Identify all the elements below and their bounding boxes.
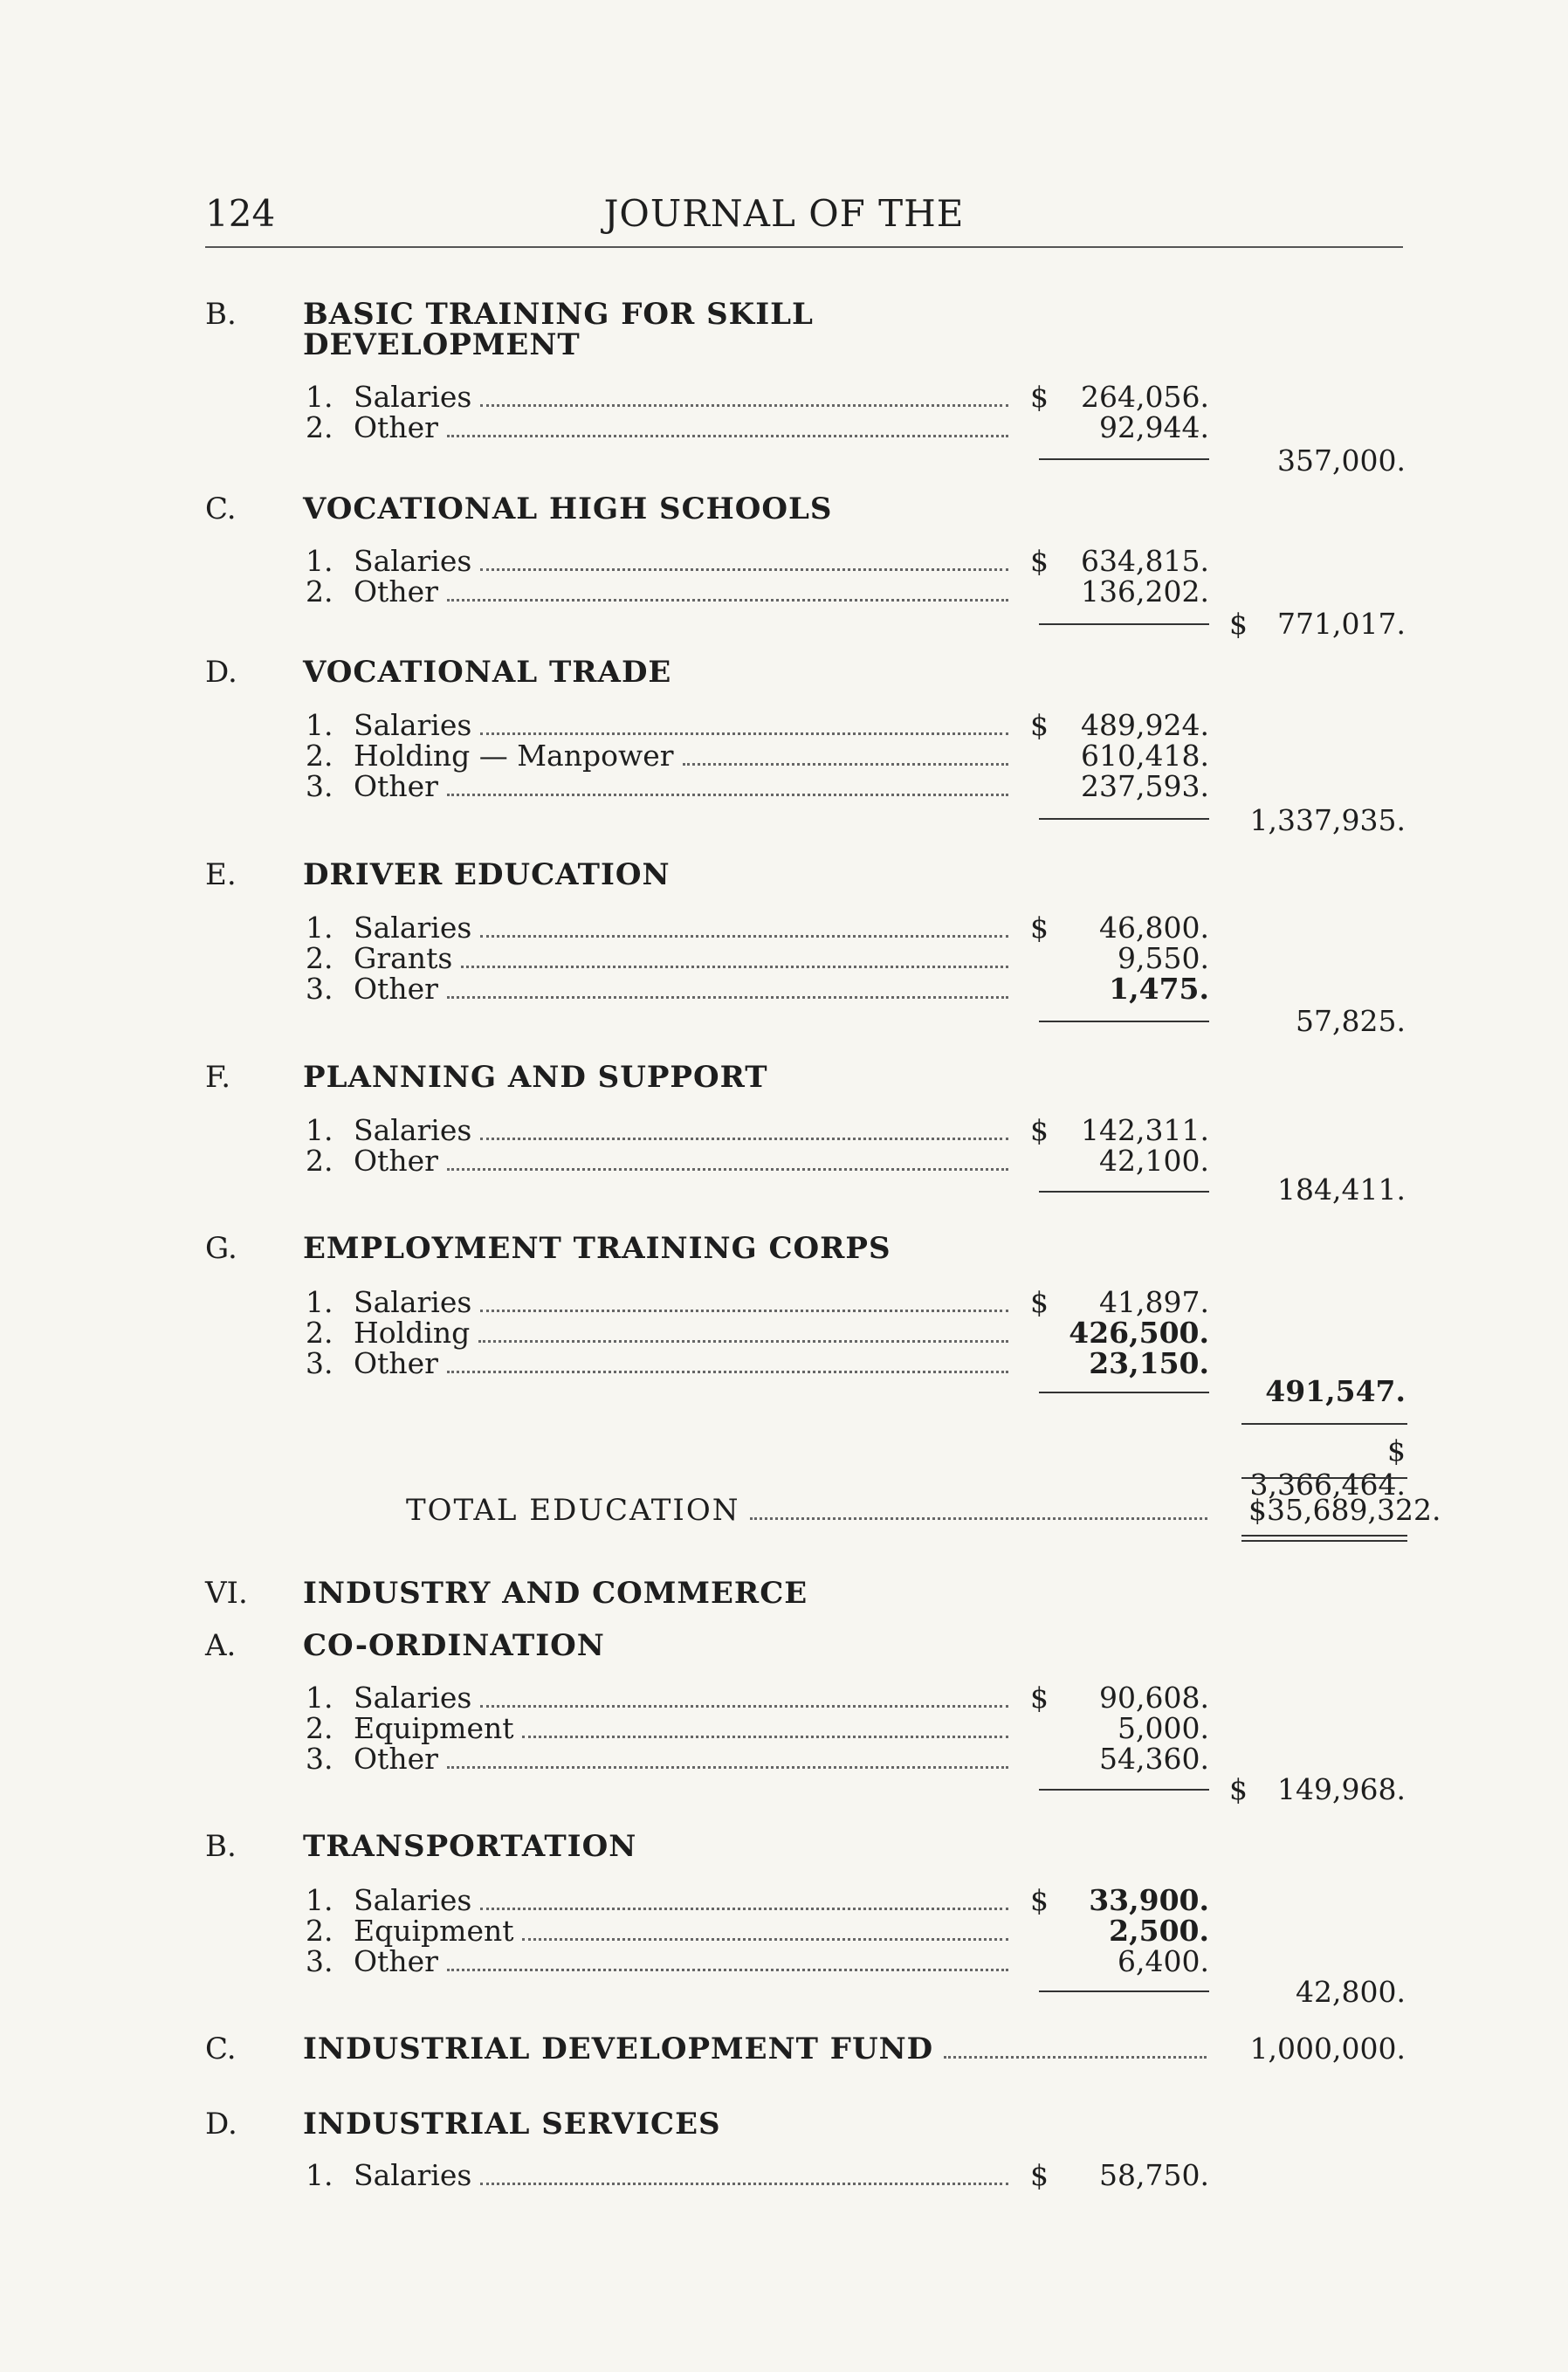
section-letter-b: B.: [205, 297, 237, 332]
line-item: 2. Other: [306, 410, 1008, 445]
item-amount: 2,500.: [1109, 1914, 1209, 1948]
line-item: 3. Other: [306, 1944, 1008, 1979]
section-total: 149,968.: [1277, 1772, 1406, 1806]
section-title-vi-a: CO-ORDINATION: [303, 1628, 605, 1663]
section-title-vi-b: TRANSPORTATION: [303, 1829, 637, 1864]
dollar-sign: $: [1030, 911, 1049, 945]
line-item: 1. Salaries: [306, 1285, 1008, 1320]
section-total: 771,017.: [1277, 607, 1406, 641]
dollar-sign: $: [1030, 1681, 1049, 1715]
line-item: 3. Other: [306, 1346, 1008, 1381]
subtotal-rule: [1039, 1021, 1209, 1022]
section-total: 1,337,935.: [1249, 803, 1406, 837]
line-item: 2. Equipment: [306, 1711, 1008, 1746]
item-amount: 136,202.: [1081, 574, 1209, 608]
item-amount: 634,815.: [1081, 544, 1209, 578]
item-amount: 9,550.: [1118, 941, 1209, 975]
item-amount: 489,924.: [1081, 708, 1209, 742]
line-item: 2. Equipment: [306, 1914, 1008, 1949]
line-item: 3. Other: [306, 1742, 1008, 1777]
item-amount: 142,311.: [1081, 1113, 1209, 1147]
line-item: 1. Salaries: [306, 544, 1008, 579]
line-item: 1. Salaries: [306, 911, 1008, 945]
item-amount: 6,400.: [1118, 1944, 1209, 1978]
subtotal-rule: [1039, 1191, 1209, 1193]
dollar-sign: $: [1030, 1113, 1049, 1147]
item-amount: 1,475.: [1109, 972, 1209, 1006]
item-amount: 264,056.: [1081, 380, 1209, 414]
subtotal-rule: [1039, 818, 1209, 820]
line-item: 1. Salaries: [306, 2158, 1008, 2193]
section-title-b-line1: BASIC TRAINING FOR SKILL: [303, 297, 814, 332]
dollar-sign: $: [1030, 1285, 1049, 1319]
dollar-sign: $: [1030, 2158, 1049, 2192]
section-total: 184,411.: [1277, 1172, 1406, 1207]
section-letter-vi-d: D.: [205, 2107, 237, 2142]
item-amount: 237,593.: [1081, 769, 1209, 803]
header-rule: [205, 246, 1403, 248]
item-amount: 23,150.: [1089, 1346, 1209, 1380]
total-education-amount: $35,689,322.: [1248, 1493, 1441, 1527]
item-amount: 426,500.: [1069, 1316, 1209, 1350]
item-amount: 90,608.: [1099, 1681, 1209, 1715]
line-item: 2. Other: [306, 574, 1008, 609]
section-title-vi-d: INDUSTRIAL SERVICES: [303, 2107, 721, 2142]
subtotal-rule: [1039, 1789, 1209, 1791]
section-total: 357,000.: [1277, 443, 1406, 478]
line-item: 2. Holding — Manpower: [306, 739, 1008, 773]
item-amount: 33,900.: [1089, 1883, 1209, 1917]
section-title-c: VOCATIONAL HIGH SCHOOLS: [303, 492, 833, 526]
line-item: 2. Other: [306, 1144, 1008, 1179]
section-total: 57,825.: [1296, 1004, 1406, 1038]
item-amount: 54,360.: [1099, 1742, 1209, 1776]
section-title-d: VOCATIONAL TRADE: [303, 655, 672, 690]
item-amount: 610,418.: [1081, 739, 1209, 773]
section-letter-d: D.: [205, 655, 237, 690]
line-item: 1. Salaries: [306, 380, 1008, 415]
section-title-g: EMPLOYMENT TRAINING CORPS: [303, 1231, 891, 1266]
line-item: 1. Salaries: [306, 1113, 1008, 1148]
double-rule: [1241, 1540, 1407, 1542]
section-letter-c: C.: [205, 492, 237, 526]
section-total: 1,000,000.: [1249, 2032, 1406, 2066]
subtotal-rule: [1039, 623, 1209, 625]
subtotal-rule: [1039, 1392, 1209, 1393]
section-total: 491,547.: [1265, 1374, 1406, 1408]
line-item: 1. Salaries: [306, 1681, 1008, 1715]
section-letter-vi-c: C.: [205, 2032, 237, 2066]
total-dollar-sign: $: [1229, 1772, 1248, 1806]
subtotal-rule: [1039, 1990, 1209, 1992]
item-amount: 42,100.: [1099, 1144, 1209, 1178]
line-item: 2. Grants: [306, 941, 1008, 976]
part-title: INDUSTRY AND COMMERCE: [303, 1576, 808, 1611]
section-title-b-line2: DEVELOPMENT: [303, 327, 581, 362]
item-amount: 41,897.: [1099, 1285, 1209, 1319]
line-item: 3. Other: [306, 972, 1008, 1007]
section-letter-e: E.: [205, 857, 237, 892]
subtotal-rule: [1039, 458, 1209, 460]
page-number: 124: [205, 192, 276, 235]
education-subtotal: $ 3,366,464.: [1249, 1434, 1406, 1502]
total-education-row: TOTAL EDUCATION: [406, 1493, 1207, 1528]
item-amount: 92,944.: [1099, 410, 1209, 444]
dollar-sign: $: [1030, 380, 1049, 414]
item-amount: 5,000.: [1118, 1711, 1209, 1745]
dollar-sign: $: [1030, 708, 1049, 742]
section-letter-vi-b: B.: [205, 1829, 237, 1864]
dollar-sign: $: [1030, 1883, 1049, 1917]
section-letter-vi-a: A.: [205, 1628, 237, 1663]
line-item: 3. Other: [306, 769, 1008, 804]
subtotal-rule: [1241, 1477, 1407, 1479]
section-title-f: PLANNING AND SUPPORT: [303, 1060, 768, 1095]
section-total: 42,800.: [1296, 1975, 1406, 2009]
total-dollar-sign: $: [1229, 607, 1248, 641]
line-item: 2. Holding: [306, 1316, 1008, 1351]
dollar-sign: $: [1030, 544, 1049, 578]
section-title-e: DRIVER EDUCATION: [303, 857, 671, 892]
item-amount: 58,750.: [1099, 2158, 1209, 2192]
section-letter-f: F.: [205, 1060, 231, 1095]
item-amount: 46,800.: [1099, 911, 1209, 945]
line-item: 1. Salaries: [306, 1883, 1008, 1918]
line-item: 1. Salaries: [306, 708, 1008, 743]
double-rule: [1241, 1535, 1407, 1537]
running-title: JOURNAL OF THE: [603, 192, 965, 235]
subtotal-rule: [1241, 1423, 1407, 1425]
section-letter-g: G.: [205, 1231, 237, 1266]
industrial-development-fund-row: INDUSTRIAL DEVELOPMENT FUND: [303, 2032, 1207, 2066]
part-number: VI.: [205, 1576, 248, 1611]
